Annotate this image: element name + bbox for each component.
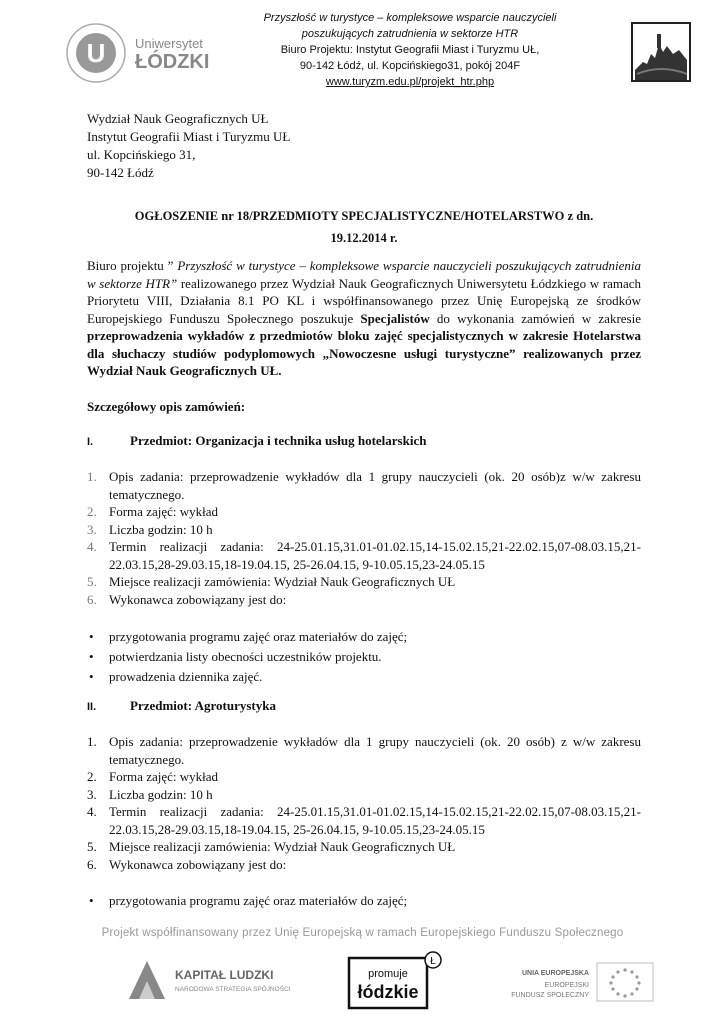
promuje-lodzkie-logo: [347, 950, 445, 1010]
address-line: Wydział Nauk Geograficznych UŁ: [87, 111, 269, 126]
specialists-term: Specjalistów: [360, 310, 430, 326]
bullet-item: • przygotowania programu zajęć oraz materiałów do zajęć;: [87, 627, 641, 647]
list-item: 1. Opis zadania: przeprowadzenie wykładów dla 1 grupy nauczycieli (ok. 20 osób) z w/w zakresu tematycznego.: [87, 734, 641, 767]
list-item: 4. Termin realizacji zadania: 24-25.01.15,31.01-01.02.15,14-15.02.15,21-22.02.15,07-08.03.15,21-22.03.15,28-29.03.15,18-19.04.15, 25-26.04.15, 9-10.05.15,23-24.05.15: [87, 804, 641, 837]
section-1-bullets: [87, 627, 641, 687]
logo-letter: U: [86, 38, 106, 68]
address-line: 90-142 Łódź: [87, 165, 154, 180]
scope-description: przeprowadzenia wykładów z przedmiotów bloku zajęć specjalistycznych w zakresie Hotelarstwa dla słuchaczy studiów podyplomowych „Nowoczesne usługi turystyczne” realizowanych przez Wydział Nauk Geograficznych UŁ.: [87, 328, 641, 378]
header-line-1: Przyszłość w turystyce – kompleksowe wsparcie nauczycieli: [263, 12, 557, 24]
eu-text-2: EUROPEJSKI: [544, 982, 589, 989]
list-item: 3. Liczba godzin: 10 h: [87, 521, 213, 537]
list-item: 6. Wykonawca zobowiązany jest do:: [87, 856, 287, 872]
eu-esf-logo: [513, 963, 663, 1013]
title-line-2: 19.12.2014 r.: [330, 231, 398, 245]
list-item: 1. Opis zadania: przeprowadzenie wykładów dla 1 grupy nauczycieli (ok. 20 osób)z w/w zakresu tematycznego.: [87, 469, 641, 502]
title-line-1: OGŁOSZENIE nr 18/PRZEDMIOTY SPECJALISTYCZNE/HOTELARSTWO z dn.: [134, 209, 594, 223]
section-number: I.: [87, 436, 94, 448]
promuje-text: promuje: [368, 968, 408, 980]
address-block: [87, 110, 290, 182]
eu-text-3: FUNDUSZ SPOŁECZNY: [511, 992, 589, 999]
section-number: II.: [87, 701, 97, 713]
section-1-items: [87, 468, 641, 608]
details-heading: Szczegółowy opis zamówień:: [87, 399, 246, 414]
svg-text:Ł: Ł: [430, 956, 436, 967]
announcement-title: [87, 205, 641, 249]
logo-text-uniwersytet: Uniwersytet: [135, 36, 203, 51]
intro-part: do wykonania zamówień w zakresie: [429, 310, 641, 326]
intro-part: Biuro projektu ”: [87, 258, 174, 273]
header-line-2: poszukujących zatrudnienia w sektorze HTR: [301, 28, 519, 40]
list-item: 5. Miejsce realizacji zamówienia: Wydział Nauk Geograficznych UŁ: [87, 839, 456, 854]
university-logo: [65, 22, 225, 84]
list-item: 6. Wykonawca zobowiązany jest do:: [87, 591, 287, 607]
address-line: Instytut Geografii Miast i Turyzmu UŁ: [87, 129, 291, 144]
section-1-heading: [87, 433, 426, 449]
section-title: Przedmiot: Organizacja i technika usług hotelarskich: [130, 433, 427, 448]
intro-part: realizowanego przez Wydział Nauk Geograficznych Uniwersytetu Łódzkiego w ramach Priorytetu VIII, Działania 8.1 PO KL i współfinansowanego przez Unię Europejską ze środków Europejskiego Funduszu Społecznego poszukuje: [87, 275, 641, 326]
bullet-item: • przygotowania programu zajęć oraz materiałów do zajęć;: [87, 891, 641, 911]
town-logo: [631, 22, 691, 82]
list-item: 2. Forma zajęć: wykład: [87, 769, 219, 784]
project-name: Przyszłość w turystyce – kompleksowe wsparcie nauczycieli poszukujących zatrudnienia w sektorze HTR”: [87, 258, 641, 291]
header-line-3: Biuro Projektu: Instytut Geografii Miast i Turyzmu UŁ,: [280, 44, 540, 56]
bullet-item: • potwierdzania listy obecności uczestników projektu.: [87, 647, 641, 667]
header-info: [240, 10, 580, 90]
logo-text-lodzki: ŁÓDZKI: [135, 51, 210, 73]
kapital-ludzki-subtitle: NARODOWA STRATEGIA SPÓJNOŚCI: [175, 986, 291, 993]
section-2-heading: [87, 698, 276, 714]
eu-text-1: UNIA EUROPEJSKA: [521, 970, 589, 977]
kapital-ludzki-logo: [125, 955, 291, 1003]
list-item: 3. Liczba godzin: 10 h: [87, 786, 213, 802]
address-line: ul. Kopcińskiego 31,: [87, 147, 196, 162]
intro-paragraph: [87, 257, 641, 380]
section-2-bullets: [87, 891, 641, 911]
header-line-4: 90-142 Łódź, ul. Kopcińskiego31, pokój 204F: [299, 60, 521, 72]
kapital-ludzki-title: KAPITAŁ LUDZKI: [175, 968, 274, 982]
list-item: 5. Miejsce realizacji zamówienia: Wydział Nauk Geograficznych UŁ: [87, 574, 456, 589]
header-website-link[interactable]: www.turyzm.edu.pl/projekt_htr.php: [325, 76, 495, 88]
footer-cofinancing-text: Projekt współfinansowany przez Unię Europejską w ramach Europejskiego Funduszu Społecznego: [101, 927, 624, 939]
list-item: 2. Forma zajęć: wykład: [87, 504, 219, 519]
list-item: 4. Termin realizacji zadania: 24-25.01.15,31.01-01.02.15,14-15.02.15,21-22.02.15,07-08.03.15,21-22.03.15,28-29.03.15,18-19.04.15, 25-26.04.15, 9-10.05.15,23-24.05.15: [87, 539, 641, 572]
bullet-item: • prowadzenia dziennika zajęć.: [87, 667, 641, 687]
lodzkie-text: łódzkie: [357, 982, 419, 1002]
section-2-items: [87, 733, 641, 873]
section-title: Przedmiot: Agroturystyka: [130, 698, 276, 713]
